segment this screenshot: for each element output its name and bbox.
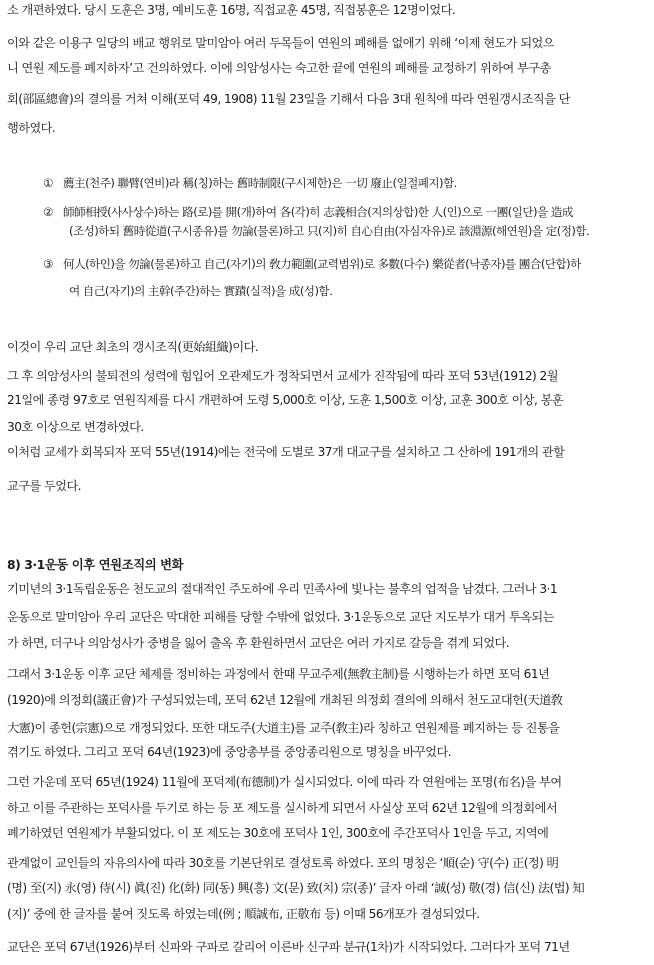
body-text-line: (지)’ 중에 한 글자를 붙여 짓도록 하였는데(例 ; 順誠布, 正敬布 등) 이때 56개포가 결성되었다.	[7, 907, 480, 921]
body-text-line: 교구를 두었다.	[7, 479, 81, 493]
body-text-line: 기미년의 3·1독립운동은 천도교의 절대적인 주도하에 우리 민족사에 빛나는 불후의 업적을 남겼다. 그러나 3·1	[7, 582, 558, 596]
body-text-line: 겪기도 하였다. 그리고 포덕 64년(1923)에 중앙총부를 중앙종리원으로 명칭을 바꾸었다.	[7, 745, 452, 759]
principle-text-continued: 여 自己(자기)의 主幹(주간)하는 實蹟(실적)을 成(성)함.	[69, 284, 333, 298]
body-text-line: 그런 가운데 포덕 65년(1924) 11월에 포덕제(布德制)가 실시되었다. 이에 따라 각 연원에는 포명(布名)을 부여	[7, 775, 562, 789]
body-text-line: 니 연원 제도를 폐지하자’고 건의하였다. 이에 의암성사는 숙고한 끝에 연원의 폐해를 교정하기 위하여 부구총	[7, 61, 551, 75]
body-text-line: 운동으로 말미암아 우리 교단은 막대한 피해를 당할 수밖에 없었다. 3·1운동으로 교단 지도부가 대거 투옥되는	[7, 610, 554, 624]
body-text-line: 그래서 3·1운동 이후 교단 체제를 정비하는 과정에서 한때 무교주제(無敎主制)를 시행하는가 하면 포덕 61년	[7, 667, 550, 681]
body-text-line: 이처럼 교세가 회복되자 포덕 55년(1914)에는 전국에 도별로 37개 대교구를 설치하고 그 산하에 191개의 관할	[7, 445, 565, 459]
section-heading: 8) 3·1운동 이후 연원조직의 변화	[7, 557, 184, 572]
principle-text: 何人(하인)을 勿論(물론)하고 自己(자기)의 敎力範圍(교력범위)로 多數(다수) 樂從者(낙종자)를 團合(단합)하	[63, 257, 581, 271]
body-text-line: 이것이 우리 교단 최초의 갱시조직(更始組織)이다.	[7, 340, 259, 354]
principle-item	[43, 253, 643, 275]
principle-text-continued: (조성)하되 舊時從道(구시종유)를 勿論(물론)하고 只(지)히 自心自由(자심자유)로 該淵源(해연원)을 定(정)함.	[69, 224, 590, 238]
body-text-line: (명) 至(지) 永(영) 侍(시) 眞(진) 化(화) 同(동) 興(흥) 文(문) 致(치) 宗(종)’ 글자 아래 ‘誠(성) 敬(경) 信(신) 法(법) 知	[7, 881, 585, 895]
principle-item	[43, 172, 643, 194]
body-text-line: 행하였다.	[7, 121, 56, 135]
principle-text: 師師相授(사사상수)하는 路(로)를 開(개)하여 各(각)히 志義相合(지의상합)한 人(인)으로 一團(일단)을 造成	[63, 205, 573, 219]
principle-number: ①	[43, 176, 53, 190]
body-text-line: 大憲)이 종헌(宗憲)으로 개정되었다. 또한 대도주(大道主)를 교주(敎主)라 칭하고 연원제를 폐지하는 등 진통을	[7, 721, 560, 735]
body-text-line: 가 하면, 더구나 의암성사가 중병을 잃어 출옥 후 환원하면서 교단은 여러 가지로 갈등을 겪게 되었다.	[7, 636, 510, 650]
body-text-line: 21일에 종령 97호로 연원직제를 다시 개편하여 도령 5,000호 이상, 도훈 1,500호 이상, 교훈 300호 이상, 봉훈	[7, 393, 564, 407]
body-text-line: 이와 같은 이용구 일당의 배교 행위로 말미암아 여러 두목들이 연원의 폐해를 없애기 위해 ‘이제 현도가 되었으	[7, 36, 555, 50]
principle-number: ②	[43, 205, 53, 219]
body-text-line: 관계없이 교인들의 자유의사에 따라 30호를 기본단위로 결성토록 하였다. 포의 명칭은 ‘順(순) 守(수) 正(정) 明	[7, 856, 559, 870]
body-text-line: 교단은 포덕 67년(1926)부터 신파와 구파로 갈리어 이른바 신구파 분규(1차)가 시작되었다. 그러다가 포덕 71년	[7, 940, 570, 954]
body-text-line: 그 후 의암성사의 불퇴전의 성력에 힘입어 오관제도가 정착되면서 교세가 진작됨에 따라 포덕 53년(1912) 2월	[7, 369, 558, 383]
body-text-line: 소 개편하였다. 당시 도훈은 3명, 예비도훈 16명, 직접교훈 45명, 직접봉훈은 12명이었다.	[7, 3, 456, 17]
body-text-line: (1920)에 의정회(議正會)가 구성되었는데, 포덕 62년 12월에 개최된 의정회 결의에 의해서 천도교대헌(天道敎	[7, 693, 563, 707]
body-text-line: 30호 이상으로 변경하였다.	[7, 420, 144, 434]
body-text-line: 폐기하였던 연원제가 부활되었다. 이 포 제도는 30호에 포덕사 1인, 300호에 주간포덕사 1인을 두고, 지역에	[7, 826, 549, 840]
principle-text: 薦主(천주) 聯臂(연비)라 稱(칭)하는 舊時制限(구시제한)은 一切 廢止(일절폐지)함.	[63, 176, 457, 190]
body-text-line: 하고 이를 주관하는 포덕사를 두기로 하는 등 포 제도를 실시하게 되면서 사실상 포덕 62년 12월에 의정회에서	[7, 801, 558, 815]
body-text-line: 회(部區總會)의 결의를 거쳐 이해(포덕 49, 1908) 11월 23일을 기해서 다음 3대 원칙에 따라 연원갱시조직을 단	[7, 92, 570, 106]
principle-number: ③	[43, 257, 53, 271]
